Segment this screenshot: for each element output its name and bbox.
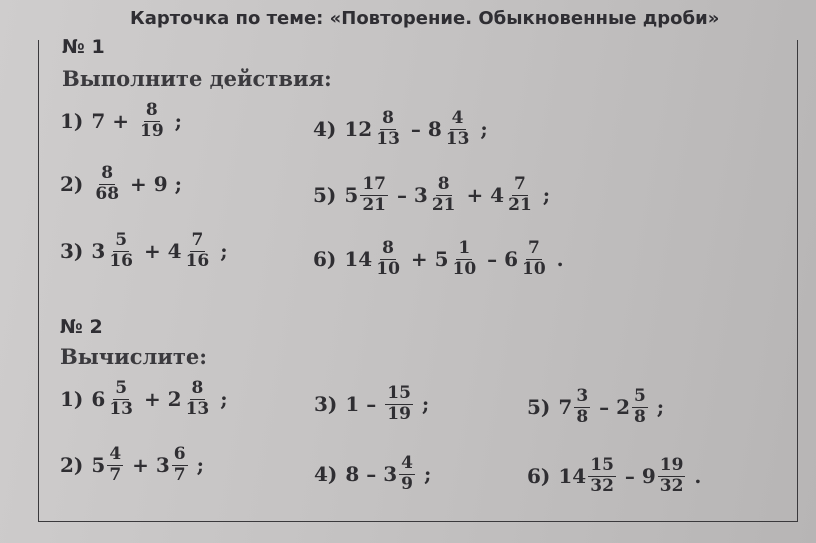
- fraction-numerator: 8: [145, 100, 158, 120]
- fraction-denominator: 13: [185, 398, 210, 419]
- item-label: 2): [60, 172, 84, 197]
- expr-text: 5: [344, 183, 359, 208]
- task-1-item-6: [313, 240, 564, 279]
- task-1-item-4: [313, 110, 488, 149]
- item-label: 1): [60, 109, 84, 134]
- expr-text: + 3: [125, 453, 170, 478]
- task-2-item-4: [314, 455, 431, 494]
- fraction: [444, 110, 472, 149]
- fraction-numerator: 19: [659, 455, 684, 475]
- fraction-denominator: 9: [401, 473, 413, 494]
- expr-text: 3: [91, 239, 106, 264]
- expr-text: ;: [473, 117, 488, 142]
- expr-text: – 2: [592, 395, 630, 420]
- task-1-item-2: [60, 165, 182, 204]
- item-label: 2): [60, 453, 84, 478]
- fraction: [399, 455, 415, 494]
- fraction: [451, 240, 479, 279]
- fraction-numerator: 15: [590, 455, 614, 475]
- expr-text: ;: [167, 109, 183, 134]
- fraction: [107, 380, 135, 419]
- item-label: 3): [60, 239, 84, 264]
- fraction-denominator: 8: [634, 406, 646, 427]
- fraction-numerator: 8: [101, 163, 114, 183]
- task-2-item-1: [60, 380, 228, 419]
- task-1-instruction: Выполните действия:: [62, 66, 332, 91]
- fraction-numerator: 5: [634, 386, 646, 406]
- fraction-denominator: 68: [95, 183, 120, 204]
- fraction: [107, 232, 135, 271]
- fraction-denominator: 21: [431, 194, 456, 215]
- expr-text: – 8: [403, 117, 442, 142]
- task-1-item-3: [60, 232, 228, 271]
- fraction: [107, 446, 123, 485]
- expr-text: .: [549, 247, 564, 272]
- task-1-item-5: [313, 176, 550, 215]
- fraction: [138, 102, 166, 141]
- fraction-numerator: 15: [387, 383, 411, 403]
- task-2-item-2: [60, 446, 204, 485]
- fraction-numerator: 7: [527, 238, 540, 258]
- fraction-numerator: 8: [382, 108, 394, 128]
- expr-text: 6: [91, 387, 106, 412]
- fraction-denominator: 32: [590, 475, 614, 496]
- item-label: 4): [313, 117, 337, 142]
- fraction: [172, 446, 188, 485]
- fraction: [93, 165, 121, 204]
- fraction: [658, 457, 686, 496]
- expr-text: 12: [344, 117, 373, 142]
- expr-text: + 5: [403, 247, 449, 272]
- expr-text: ;: [213, 387, 228, 412]
- fraction-numerator: 7: [191, 230, 204, 250]
- fraction: [632, 388, 648, 427]
- expr-text: – 9: [617, 464, 656, 489]
- expr-text: + 4: [136, 239, 182, 264]
- expr-text: 7: [558, 395, 573, 420]
- item-label: 3): [314, 392, 338, 417]
- fraction-numerator: 4: [401, 453, 413, 473]
- expr-text: + 4: [459, 183, 505, 208]
- item-label: 6): [527, 464, 551, 489]
- expr-text: – 6: [480, 247, 519, 272]
- fraction-numerator: 5: [115, 378, 128, 398]
- expr-text: + 9 ;: [123, 172, 183, 197]
- fraction-denominator: 16: [109, 250, 133, 271]
- item-label: 6): [313, 247, 337, 272]
- fraction-numerator: 3: [576, 386, 589, 406]
- fraction-denominator: 16: [185, 250, 210, 271]
- fraction-denominator: 10: [452, 258, 477, 279]
- fraction-numerator: 1: [458, 238, 471, 258]
- task-1-number: № 1: [62, 36, 105, 58]
- fraction-numerator: 4: [451, 108, 464, 128]
- fraction-numerator: 8: [191, 378, 204, 398]
- fraction: [374, 110, 402, 149]
- fraction-numerator: 6: [173, 444, 186, 464]
- fraction-numerator: 4: [109, 444, 122, 464]
- task-2-instruction: Вычислите:: [60, 344, 208, 369]
- fraction-numerator: 17: [362, 174, 386, 194]
- fraction-numerator: 8: [437, 174, 450, 194]
- fraction-numerator: 7: [514, 174, 526, 194]
- fraction-denominator: 13: [445, 128, 470, 149]
- fraction-denominator: 21: [362, 194, 386, 215]
- expr-text: .: [687, 464, 702, 489]
- expr-text: ;: [189, 453, 204, 478]
- task-1-item-1: [60, 102, 182, 141]
- fraction: [184, 232, 212, 271]
- item-label: 5): [313, 183, 337, 208]
- fraction-denominator: 7: [173, 464, 186, 485]
- fraction-numerator: 8: [382, 238, 394, 258]
- expr-text: ;: [535, 183, 551, 208]
- expr-text: ;: [417, 462, 432, 487]
- fraction: [360, 176, 388, 215]
- card-title: Карточка по теме: «Повторение. Обыкновенные дроби»: [130, 8, 720, 29]
- task-2-item-6: [527, 457, 701, 496]
- fraction: [184, 380, 212, 419]
- fraction-numerator: 5: [115, 230, 128, 250]
- fraction: [374, 240, 402, 279]
- fraction-denominator: 10: [522, 258, 546, 279]
- expr-text: 5: [91, 453, 106, 478]
- expr-text: – 3: [389, 183, 428, 208]
- fraction-denominator: 19: [387, 403, 411, 424]
- fraction: [574, 388, 590, 427]
- item-label: 5): [527, 395, 551, 420]
- fraction: [520, 240, 548, 279]
- fraction-denominator: 7: [109, 464, 122, 485]
- fraction-denominator: 19: [140, 120, 164, 141]
- fraction: [506, 176, 534, 215]
- expr-text: + 2: [136, 387, 182, 412]
- expr-text: ;: [213, 239, 228, 264]
- expr-text: 1 –: [345, 392, 384, 417]
- task-2-item-5: [527, 388, 664, 427]
- fraction: [430, 176, 458, 215]
- fraction-denominator: 21: [508, 194, 532, 215]
- fraction: [588, 457, 616, 496]
- task-2-item-3: [314, 385, 429, 424]
- fraction-denominator: 13: [109, 398, 133, 419]
- item-label: 4): [314, 462, 338, 487]
- fraction: [385, 385, 413, 424]
- item-label: 1): [60, 387, 84, 412]
- fraction-denominator: 8: [576, 406, 589, 427]
- fraction-denominator: 10: [376, 258, 400, 279]
- task-2-number: № 2: [60, 316, 103, 338]
- expr-text: 8 – 3: [345, 462, 398, 487]
- fraction-denominator: 32: [659, 475, 684, 496]
- expr-text: 14: [558, 464, 587, 489]
- expr-text: 7 +: [91, 109, 136, 134]
- expr-text: ;: [649, 395, 665, 420]
- fraction-denominator: 13: [376, 128, 400, 149]
- expr-text: 14: [344, 247, 373, 272]
- expr-text: ;: [414, 392, 430, 417]
